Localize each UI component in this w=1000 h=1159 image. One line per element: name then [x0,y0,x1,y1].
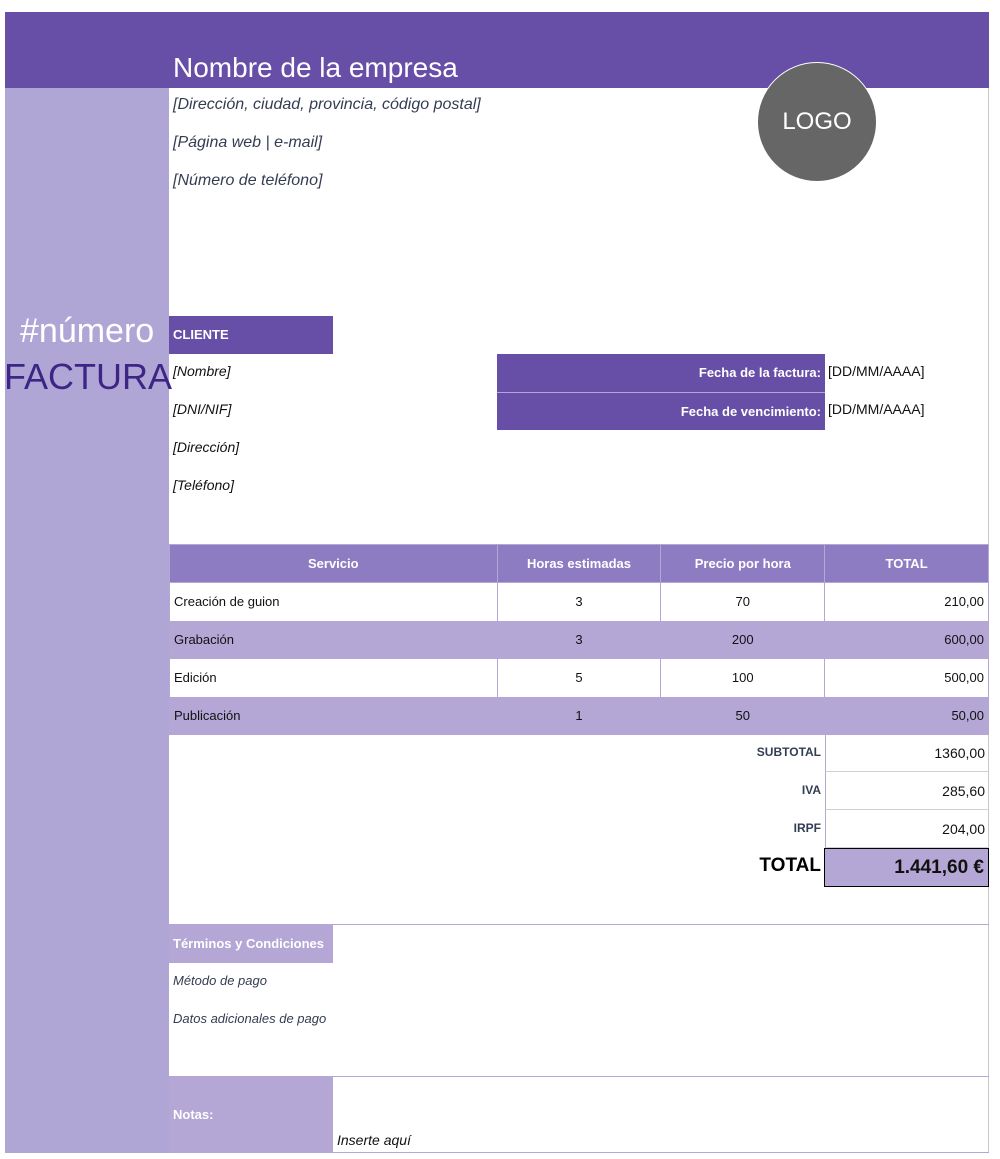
client-name[interactable]: [Nombre] [173,363,231,379]
col-header-service: Servicio [170,545,498,583]
company-name[interactable]: Nombre de la empresa [173,52,458,83]
cell-total: 500,00 [825,659,989,697]
notes-header: Notas: [169,1077,333,1153]
payment-method[interactable]: Método de pago [173,973,267,988]
cell-total: 600,00 [825,621,989,659]
cell-rate[interactable]: 200 [661,621,825,659]
payment-details[interactable]: Datos adicionales de pago [173,1011,327,1026]
cell-hours[interactable]: 3 [497,583,661,621]
logo-placeholder[interactable] [757,62,877,182]
cell-total: 210,00 [825,583,989,621]
divider [169,1152,989,1153]
cell-rate[interactable]: 50 [661,697,825,735]
client-id[interactable]: [DNI/NIF] [173,401,232,417]
company-address[interactable]: [Dirección, ciudad, provincia, código postal] [173,96,481,113]
invoice-date-label: Fecha de la factura: [497,354,825,392]
cell-service[interactable]: Creación de guion [170,583,498,621]
company-web[interactable]: [Página web | e-mail] [173,134,323,151]
cell-service[interactable]: Grabación [170,621,498,659]
iva-value[interactable]: 285,60 [825,772,989,810]
grand-total-value: 1.441,60 € [824,848,989,887]
client-phone[interactable]: [Teléfono] [173,477,234,493]
cell-service[interactable]: Publicación [170,697,498,735]
cell-hours[interactable]: 1 [497,697,661,735]
client-header: CLIENTE [169,316,333,354]
company-phone[interactable]: [Número de teléfono] [173,172,323,189]
items-table [169,544,989,735]
terms-header: Términos y Condiciones [169,925,333,963]
invoice-date-value[interactable]: [DD/MM/AAAA] [828,363,925,379]
table-row [170,697,989,735]
grand-total-label: TOTAL [759,855,821,876]
iva-label: IVA [801,783,821,797]
invoice-title: FACTURA [4,356,173,397]
irpf-label: IRPF [793,821,821,835]
logo-label: LOGO [782,108,852,135]
table-row [170,621,989,659]
cell-service[interactable]: Edición [170,659,498,697]
subtotal-value: 1360,00 [825,734,989,772]
cell-hours[interactable]: 5 [497,659,661,697]
col-header-rate: Precio por hora [661,545,825,583]
cell-total: 50,00 [825,697,989,735]
sidebar-band [5,88,169,1153]
table-row [170,583,989,621]
notes-input[interactable]: Inserte aquí [337,1132,411,1148]
irpf-value[interactable]: 204,00 [825,810,989,848]
due-date-label: Fecha de vencimiento: [497,392,825,430]
col-header-total: TOTAL [825,545,989,583]
col-header-hours: Horas estimadas [497,545,661,583]
cell-rate[interactable]: 100 [661,659,825,697]
table-header-row [170,545,989,583]
client-address[interactable]: [Dirección] [173,439,240,455]
cell-hours[interactable]: 3 [497,621,661,659]
cell-rate[interactable]: 70 [661,583,825,621]
table-row [170,659,989,697]
subtotal-label: SUBTOTAL [756,745,821,759]
invoice-number[interactable]: #número [20,312,155,350]
due-date-value[interactable]: [DD/MM/AAAA] [828,401,925,417]
